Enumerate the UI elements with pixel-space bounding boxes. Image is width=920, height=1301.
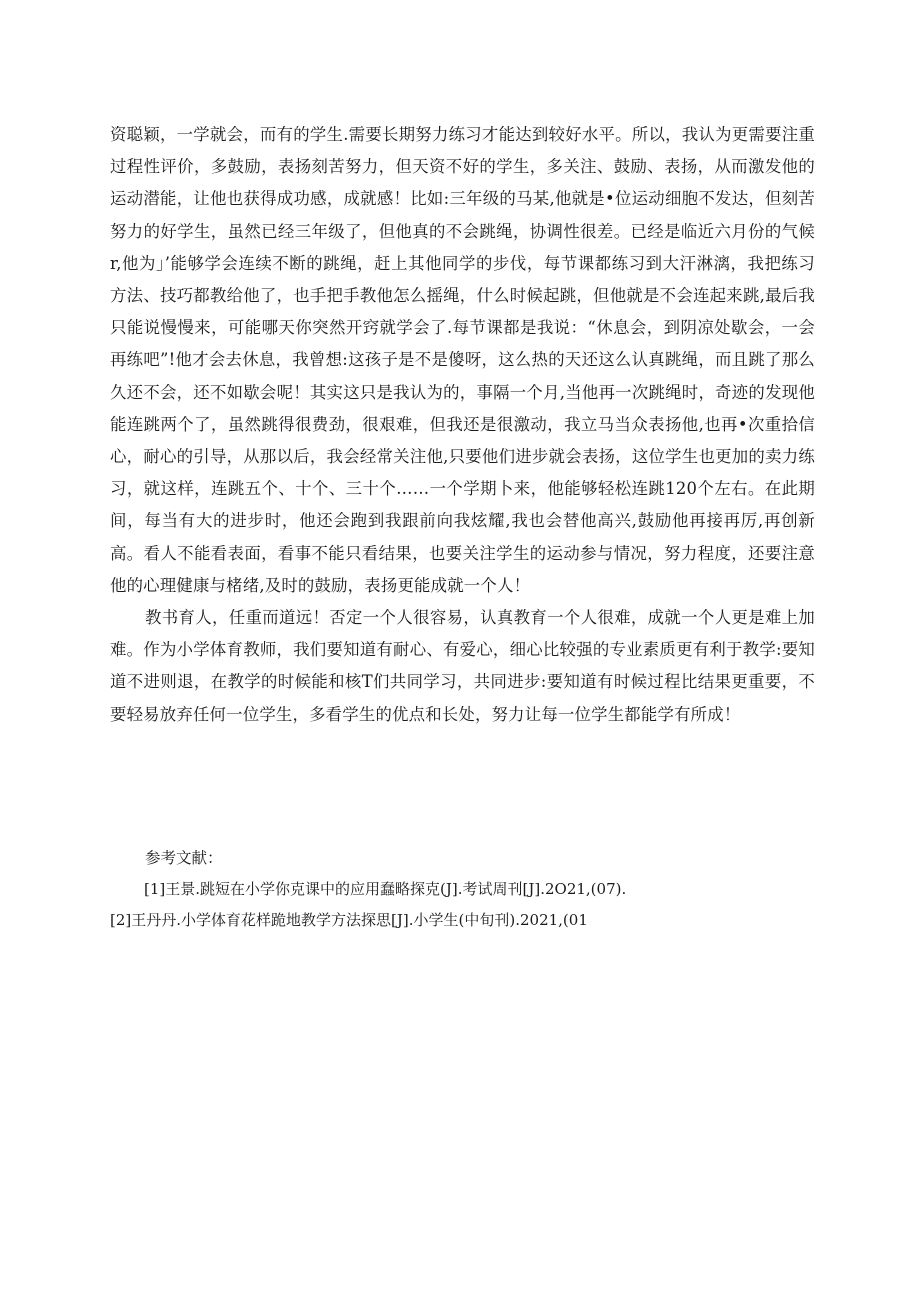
reference-item: [2]王丹丹.小学体育花样跪地教学方法探思[J].小学生(中旬刊).2021,(01 bbox=[110, 911, 588, 929]
paragraph-continued: 资聪颖，一学就会，而有的学生.需要长期努力练习才能达到较好水平。所以，我认为更需要注重过程性评价，多鼓励，表扬刻苦努力，但天资不好的学生，多关注、鼓励、表扬，从而激发他的运动潜能，让他也获得成功感，成就感！比如:三年级的马某,他就是•位运动细胞不发达，但刻苦努力的好学生，虽然已经三年级了，但他真的不会跳绳，协调性很差。已经是临近六月份的气候r,他为」’能够学会连续不断的跳绳，赶上其他同学的步伐，每节课都练习到大汗淋漓，我把练习方法、技巧都教给他了，也手把手教他怎么摇绳，什么时候起跳，但他就是不会连起来跳,最后我只能说慢慢来，可能哪天你突然开窍就学会了.每节课都是我说：“休息会，到阴凉处歇会，一会再练吧”!他才会去休息，我曾想:这孩子是不是傻呀，这么热的天还这么认真跳绳，而且跳了那么久还不会，还不如歇会呢！其实这只是我认为的，事隔一个月,当他再一次跳绳时，奇迹的发现他能连跳两个了，虽然跳得很费劲，很艰难，但我还是很激动，我立马当众表扬他,也再•次重拾信心，耐心的引导，从那以后，我会经常关注他,只要他们进步就会表扬，这位学生也更加的卖力练习，就这样，连跳五个、十个、三十个……一个学期卜来，他能够轻松连跳120个左右。在此期间，每当有大的进步时，他还会跑到我跟前向我炫耀,我也会替他高兴,鼓励他再接再厉,再创新高。看人不能看表面，看事不能只看结果，也要关注学生的运动参与情况，努力程度，还要注意他的心理健康与楮绪,及时的鼓励，表扬更能成就一个人！ bbox=[110, 125, 815, 595]
reference-item: [1]王景.跳短在小学你克课中的应用蠢略探克(J].考试周刊[J].2O21,(07). bbox=[144, 880, 627, 898]
references-heading: 参考文献： bbox=[145, 849, 223, 867]
references-section bbox=[110, 842, 815, 936]
body-text bbox=[110, 119, 815, 731]
paragraph-conclusion: 教书育人，任重而道远！否定一个人很容易，认真教育一个人很难，成就一个人更是难上加难。作为小学体育教师，我们要知道有耐心、有爱心，细心比较强的专业素质更有利于教学:要知道不进则退，在教学的时候能和核T们共同学习，共同进步:要知道有时候过程比结果更重要，不要轻易放弃任何一位学生，多看学生的优点和长处，努力让每一位学生都能学有所成！ bbox=[110, 608, 815, 724]
